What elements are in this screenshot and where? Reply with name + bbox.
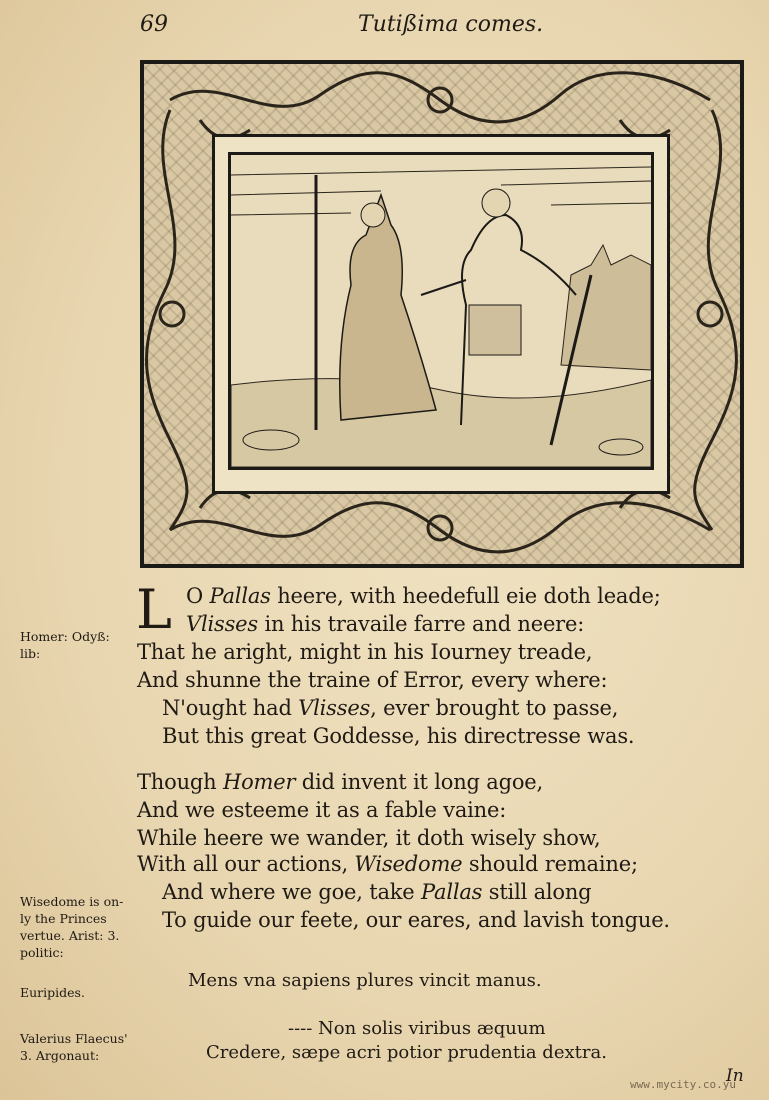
poem-line: Vlisses in his travaile farre and neere: — [186, 612, 585, 636]
catchword: In — [726, 1066, 744, 1086]
poem-line: That he aright, might in his Iourney treade, — [137, 640, 593, 664]
poem-line: O Pallas heere, with heedefull eie doth leade; — [186, 584, 661, 608]
marginal-note-homer: Homer: Odyß: lib: — [20, 629, 110, 661]
watermark: www.mycity.co.yu — [630, 1078, 736, 1091]
latin-quote-line: Credere, sæpe acri potior prudentia dextra. — [206, 1042, 607, 1063]
pallas-ulysses-icon — [231, 155, 651, 467]
marginal-note-wisdom: Wisedome is on- ly the Princes vertue. Arist: 3. politic: — [20, 894, 124, 960]
woodcut-illustration — [228, 152, 654, 470]
poem-line: And where we goe, take Pallas still along — [162, 880, 592, 904]
poem-line: With all our actions, Wisedome should remaine; — [137, 852, 638, 876]
page-number: 69 — [140, 12, 168, 37]
marginal-note-valerius: Valerius Flaecus' 3. Argonaut: — [20, 1031, 128, 1063]
poem-line: And shunne the traine of Error, every where: — [137, 668, 608, 692]
poem-line: Though Homer did invent it long agoe, — [137, 770, 543, 794]
latin-motto: Mens vna sapiens plures vincit manus. — [188, 970, 542, 991]
poem-line: To guide our feete, our eares, and lavish tongue. — [162, 908, 670, 932]
marginal-note-euripides: Euripides. — [20, 985, 85, 1000]
running-title: Tutißima comes. — [358, 12, 544, 37]
poem-line: N'ought had Vlisses, ever brought to passe, — [162, 696, 619, 720]
drop-cap: L — [136, 578, 172, 641]
poem-line: But this great Goddesse, his directresse was. — [162, 724, 635, 748]
latin-quote-line: ---- Non solis viribus æquum — [288, 1018, 546, 1039]
poem-line: And we esteeme it as a fable vaine: — [137, 798, 507, 822]
poem-line: While heere we wander, it doth wisely show, — [137, 826, 601, 850]
